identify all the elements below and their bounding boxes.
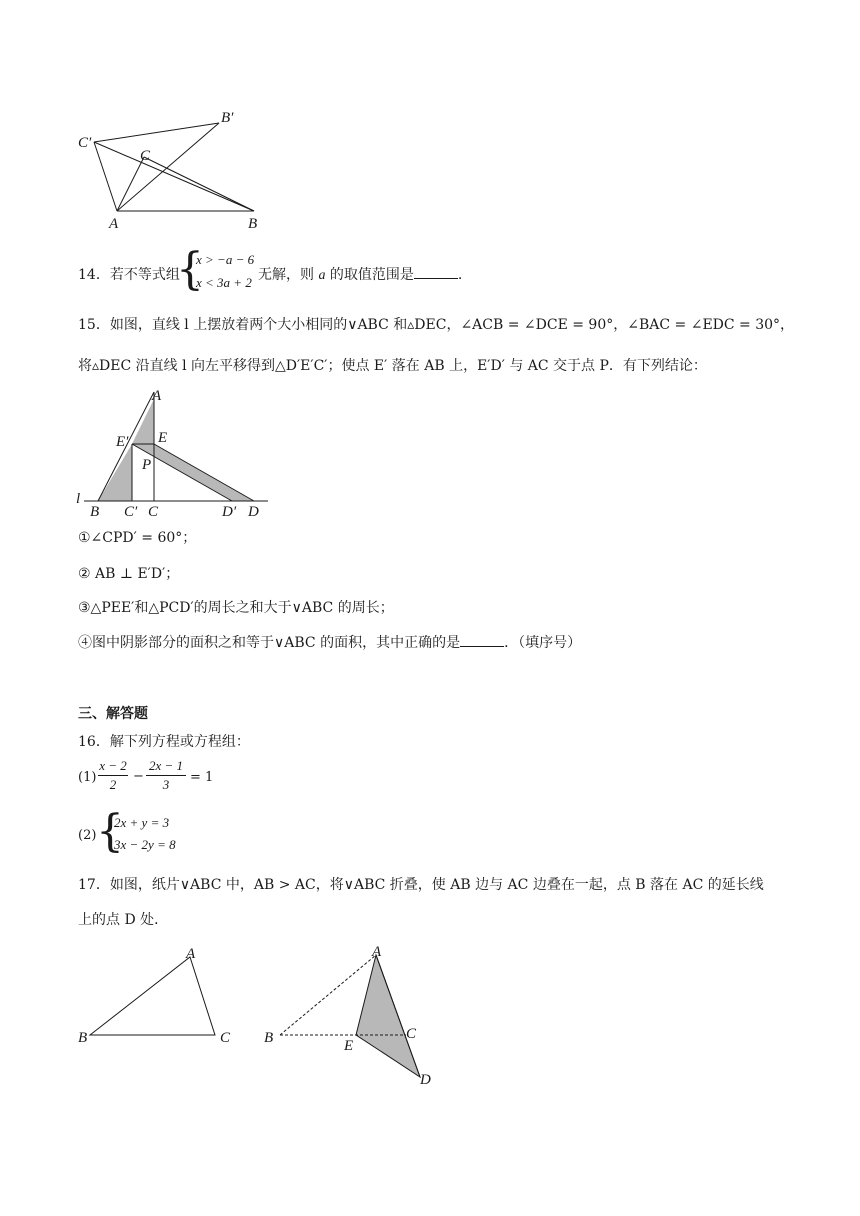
fig15-label-a: A <box>152 388 162 404</box>
fraction-2-denominator: 3 <box>162 777 170 792</box>
label-b-prime: B′ <box>221 110 234 126</box>
fraction-1 <box>98 758 128 793</box>
fig15-label-d-prime: D′ <box>222 504 237 520</box>
shade-top <box>132 399 154 444</box>
section-heading: 三、解答题 <box>78 706 148 722</box>
answer-blank-q14[interactable] <box>414 264 458 279</box>
question-14 <box>78 244 778 298</box>
q16-p1-op: − <box>133 769 144 784</box>
fig17a-label-b: B <box>78 1030 88 1046</box>
figure-q17-b <box>258 940 448 1090</box>
system-brace: { <box>176 244 204 295</box>
q16-title: 16．解下列方程或方程组： <box>78 734 250 750</box>
q15-conclusion-1: ①∠CPD′ = 60°； <box>78 530 197 546</box>
q15-c4-text: ④图中阴影部分的面积之和等于∨ABC 的面积，其中正确的是 <box>78 635 461 651</box>
fig15-label-p: P <box>142 457 152 473</box>
fig17b-label-b: B <box>264 1030 274 1046</box>
answer-blank-q15[interactable] <box>460 632 504 647</box>
q16-part-2 <box>78 806 278 860</box>
q14-end: . <box>457 267 463 283</box>
q16-p2-label: (2) <box>78 828 97 843</box>
label-c: C <box>140 148 151 164</box>
fig17b-label-a: A <box>372 944 382 960</box>
label-b: B <box>248 216 258 232</box>
q16-p2-eq1: 2x + y = 3 <box>114 815 170 830</box>
triangle-abc <box>90 957 215 1035</box>
fig15-label-e-prime: E′ <box>116 434 129 450</box>
fig15-label-d: D <box>248 504 259 520</box>
q15-c4-tail: ．（填序号） <box>504 635 582 651</box>
fig15-label-c-prime: C′ <box>124 504 138 520</box>
figure-q17-a <box>70 940 240 1050</box>
q14-tail-text: 无解，则 <box>258 267 314 283</box>
fig15-label-c: C <box>148 504 159 520</box>
q14-inequality-2: x < 3a + 2 <box>196 275 252 290</box>
shade-left <box>98 444 132 501</box>
fig15-label-l: l <box>76 491 81 507</box>
q16-part-1 <box>78 758 278 802</box>
label-a: A <box>109 216 119 232</box>
figure-q15 <box>72 382 272 522</box>
system-brace-2: { <box>96 806 124 857</box>
q15-line-1: 15．如图，直线 l 上摆放着两个大小相同的∨ABC 和▵DEC，∠ACB = ∠DCE = 90°，∠BAC = ∠EDC = 30°， <box>78 317 795 333</box>
fig17a-label-c: C <box>220 1030 231 1046</box>
segment-ed <box>154 444 254 501</box>
segment-c1b <box>94 142 254 211</box>
segment-c1a <box>94 142 117 211</box>
q17-line-2: 上的点 D 处． <box>78 912 169 928</box>
q15-conclusion-2: ② AB ⊥ E′D′； <box>78 566 180 582</box>
q15-conclusion-3: ③△PEE′和△PCD′的周长之和大于∨ABC 的周长； <box>78 600 394 616</box>
fig15-label-b: B <box>90 504 100 520</box>
fig17b-label-e: E <box>344 1038 354 1054</box>
q17-line-1: 17．如图，纸片∨ABC 中，AB > AC，将∨ABC 折叠，使 AB 边与 AC 边叠在一起，点 B 落在 AC 的延长线 <box>78 877 764 893</box>
fraction-1-denominator: 2 <box>109 777 117 792</box>
q14-var: a <box>318 268 326 283</box>
q16-p2-eq2: 3x − 2y = 8 <box>114 837 176 852</box>
q15-line-2: 将▵DEC 沿直线 l 向左平移得到△D′E′C′；使点 E′ 落在 AB 上，E′D′ 与 AC 交于点 P．有下列结论： <box>78 358 707 374</box>
q14-prefix: 14．若不等式组 <box>78 267 180 283</box>
fraction-1-numerator: x − 2 <box>99 758 127 773</box>
q16-p1-eq: = 1 <box>190 770 214 785</box>
segment-cb <box>144 157 254 211</box>
q14-tail <box>258 264 462 284</box>
fig17a-label-a: A <box>186 946 196 962</box>
fraction-2-numerator: 2x − 1 <box>148 758 184 773</box>
fraction-2 <box>146 758 186 793</box>
fig17b-label-d: D <box>420 1072 431 1088</box>
label-c-prime: C′ <box>78 135 92 151</box>
q15-conclusion-4 <box>78 632 581 653</box>
fig15-label-e: E <box>158 430 168 446</box>
q14-inequality-1: x > −a − 6 <box>196 252 255 267</box>
segment-ac <box>117 157 144 211</box>
folded-triangle <box>356 955 420 1077</box>
fig17b-label-c: C <box>406 1026 417 1042</box>
q14-tail-text-2: 的取值范围是 <box>329 267 414 283</box>
figure-q13 <box>70 105 280 235</box>
q16-p1-label: (1) <box>78 770 97 785</box>
